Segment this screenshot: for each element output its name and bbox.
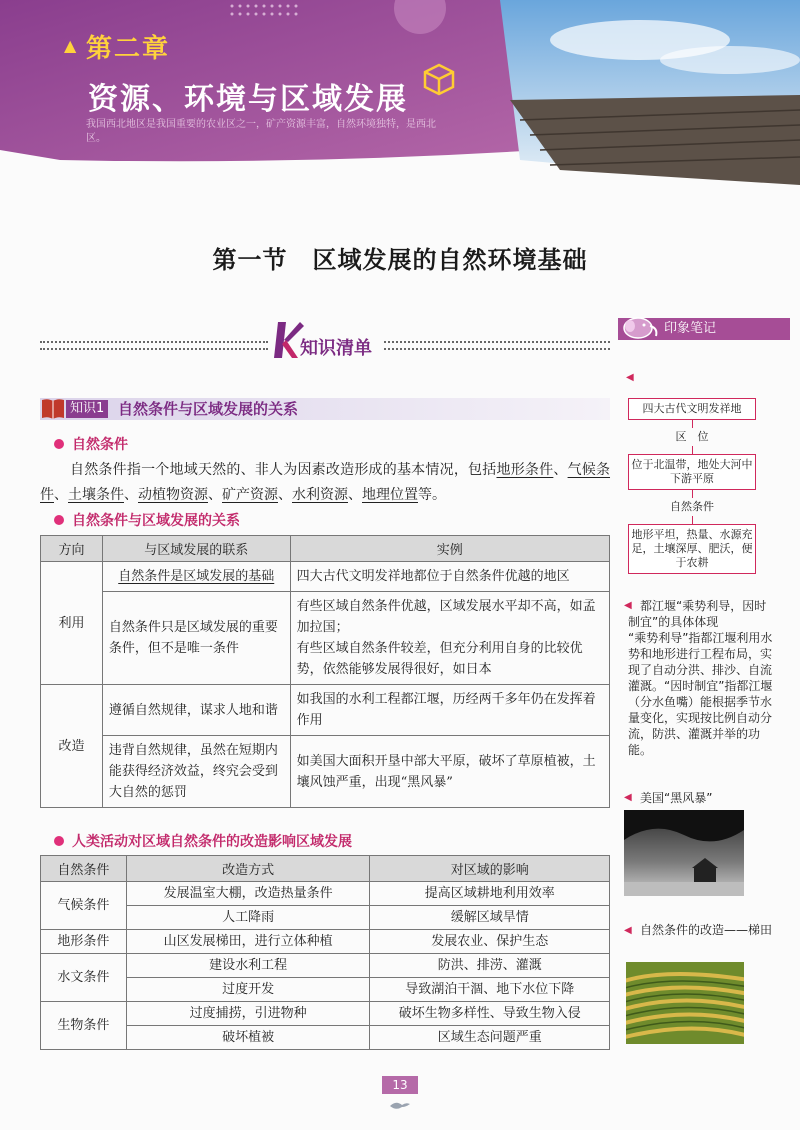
elephant-icon <box>620 314 660 342</box>
pin-icon: ◀ <box>624 925 632 936</box>
flow-label: 自然条件 <box>670 500 714 513</box>
caption-terraces: 自然条件的改造——梯田 <box>640 923 773 937</box>
cube-icon <box>422 62 456 96</box>
chapter-banner <box>0 0 800 185</box>
flow-arrow <box>692 446 693 454</box>
pin-icon: ◀ <box>624 600 632 611</box>
dust-storm-photo <box>624 810 744 896</box>
flow-arrow <box>692 490 693 498</box>
modification-table <box>40 855 610 1050</box>
knowledge-list-title: 知识清单 <box>300 338 372 359</box>
relationship-table <box>40 535 610 808</box>
table-header-row: 自然条件 改造方式 对区域的影响 <box>41 856 610 882</box>
page-number: 13 <box>382 1076 418 1094</box>
bird-icon <box>388 1098 412 1112</box>
chapter-triangle-icon: ▲ <box>64 36 77 55</box>
table-row: 违背自然规律，虽然在短期内能获得经济效益，终究会受到大自然的惩罚 如美国大面积开垦中部大平原，破坏了草原植被，土壤风蚀严重，出现“黑风暴” <box>41 736 610 808</box>
table-row: 水文条件 建设水利工程 防洪、排涝、灌溉 <box>41 954 610 978</box>
table-row: 地形条件 山区发展梯田，进行立体种植 发展农业、保护生态 <box>41 930 610 954</box>
banner-intro: 我国西北地区是我国重要的农业区之一，矿产资源丰富，自然环境独特，是西北 区。 <box>86 119 436 144</box>
table-header-row: 方向 与区域发展的联系 实例 <box>41 536 610 562</box>
subhead-natural-conditions: 自然条件 <box>54 434 128 454</box>
knowledge1-title: 自然条件与区域发展的关系 <box>118 400 299 418</box>
table-row: 气候条件 发展温室大棚，改造热量条件 提高区域耕地利用效率 <box>41 882 610 906</box>
flow-label: 区 位 <box>675 430 709 443</box>
flow-box: 地形平坦，热量、水源充足，土壤深厚、肥沃，便于农耕 <box>628 524 756 574</box>
table-row: 生物条件 过度捕捞，引进物种 破坏生物多样性、导致生物入侵 <box>41 1002 610 1026</box>
pin-icon: ◀ <box>624 792 632 803</box>
book-icon <box>40 396 66 420</box>
flow-arrow <box>692 420 693 428</box>
section-title: 第一节 区域发展的自然环境基础 <box>212 245 588 274</box>
table-row: 人工降雨 缓解区域旱情 <box>41 906 610 930</box>
caption-dust-storm: 美国“黑风暴” <box>640 791 713 805</box>
terrace-photo <box>626 962 744 1044</box>
notes-header: 印象笔记 <box>618 318 790 340</box>
note-dujiangyan: 都江堰“乘势利导，因时制宜”的具体体现 “乘势利导”指都江堰利用水势和地形进行工程布局，实现了自动分洪、排沙、自流灌溉。“因时制宜”指都江堰（分水鱼嘴）能根据季节水量变化，实现按比例自动分流，防洪、灌溉并举的功能。 <box>628 599 773 757</box>
table-row: 自然条件只是区域发展的重要条件，但不是唯一条件 有些区域自然条件优越，区域发展水平却不高，如孟加拉国； 有些区域自然条件较差，但充分利用自身的比较优势，依然能够发展得很好，如日本 <box>41 592 610 685</box>
k-logo-icon <box>268 318 304 362</box>
table-row: 利用 自然条件是区域发展的基础 四大古代文明发祥地都位于自然条件优越的地区 <box>41 562 610 592</box>
flow-arrow <box>692 516 693 524</box>
table-row: 破坏植被 区域生态问题严重 <box>41 1026 610 1050</box>
flow-box: 位于北温带，地处大河中下游平原 <box>628 454 756 490</box>
bullet-icon <box>54 836 64 846</box>
knowledge1-tag: 知识1 <box>66 400 108 418</box>
chapter-title: 资源、环境与区域发展 <box>88 82 408 117</box>
divider-right <box>384 341 610 350</box>
subhead-relationship: 自然条件与区域发展的关系 <box>54 510 240 530</box>
table-row: 改造 遵循自然规律，谋求人地和谐 如我国的水利工程都江堰，历经两千多年仍在发挥着作用 <box>41 685 610 736</box>
civilization-flowchart <box>628 398 756 574</box>
table-row: 过度开发 导致湖泊干涸、地下水位下降 <box>41 978 610 1002</box>
bullet-icon <box>54 439 64 449</box>
divider-left <box>40 341 268 350</box>
definition-paragraph: 自然条件指一个地域天然的、非人为因素改造形成的基本情况，包括地形条件、气候条件、土壤条件、动植物资源、矿产资源、水利资源、地理位置等。 <box>40 462 611 503</box>
pin-icon: ◀ <box>626 372 634 383</box>
chapter-label: 第二章 <box>86 34 171 64</box>
flow-box: 四大古代文明发祥地 <box>628 398 756 420</box>
bullet-icon <box>54 515 64 525</box>
subhead-human-activity: 人类活动对区域自然条件的改造影响区域发展 <box>54 831 352 851</box>
